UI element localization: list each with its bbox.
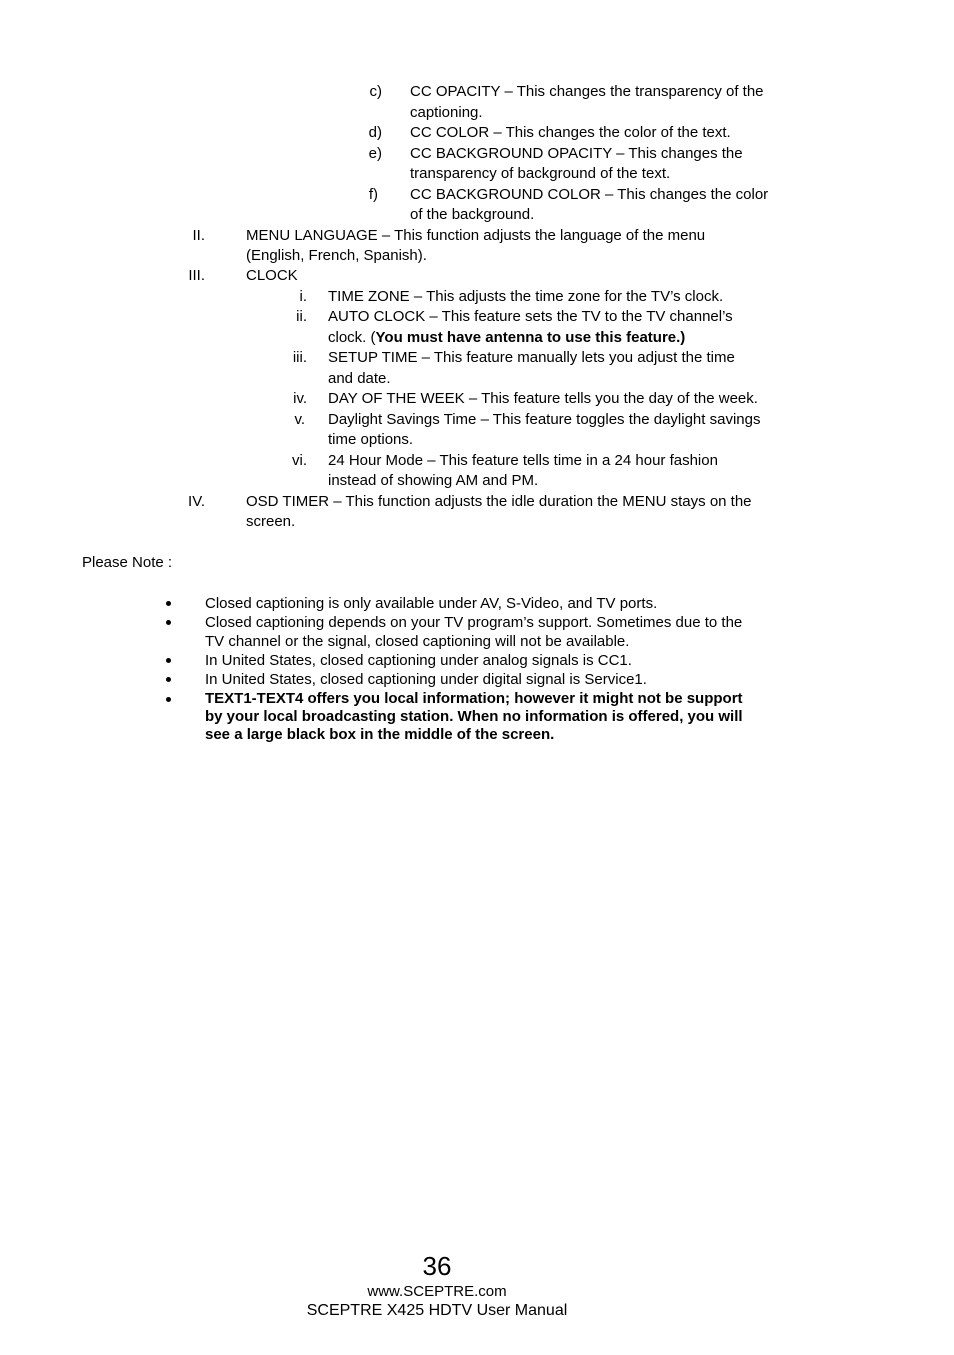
note-text-bold: see a large black box in the middle of the screen. — [205, 726, 555, 743]
bullet-icon — [166, 658, 171, 663]
section-text: MENU LANGUAGE – This function adjusts the language of the menu — [246, 227, 706, 244]
cc-item-text: captioning. — [410, 104, 483, 121]
section-text: (English, French, Spanish). — [246, 247, 427, 264]
page-number: 36 — [422, 1251, 452, 1281]
footer-manual-title: SCEPTRE X425 HDTV User Manual — [306, 1302, 568, 1319]
section-title: CLOCK — [246, 267, 298, 284]
cc-item-marker: c) — [369, 83, 382, 100]
note-text: In United States, closed captioning under digital signal is Service1. — [205, 671, 647, 688]
cc-item-text: of the background. — [410, 206, 535, 223]
clock-item-marker: i. — [299, 288, 307, 305]
cc-item-marker: f) — [368, 186, 378, 203]
clock-item-text: SETUP TIME – This feature manually lets you adjust the time — [328, 349, 735, 366]
clock-item-marker: ii. — [296, 308, 307, 325]
cc-item-text: CC BACKGROUND OPACITY – This changes the — [410, 145, 743, 162]
antenna-requirement-note: You must have antenna to use this feature.) — [375, 329, 686, 346]
note-text: TV channel or the signal, closed captioning will not be available. — [205, 633, 630, 650]
note-text: Closed captioning is only available under AV, S-Video, and TV ports. — [205, 595, 658, 612]
clock-item-text: Daylight Savings Time – This feature toggles the daylight savings — [328, 411, 761, 428]
cc-item-text: CC BACKGROUND COLOR – This changes the color — [410, 186, 769, 203]
cc-item-text: CC COLOR – This changes the color of the text. — [410, 124, 731, 141]
footer-website: www.SCEPTRE.com — [367, 1283, 507, 1300]
cc-item-marker: d) — [368, 124, 382, 141]
clock-item-marker: vi. — [292, 452, 307, 469]
section-text: OSD TIMER – This function adjusts the idle duration the MENU stays on the — [246, 493, 752, 510]
clock-item-text: instead of showing AM and PM. — [328, 472, 539, 489]
clock-item-text-prefix: clock. ( — [328, 329, 376, 346]
note-label: Please Note : — [82, 554, 173, 571]
note-text-bold: by your local broadcasting station. When no information is offered, you will — [205, 708, 743, 725]
bullet-icon — [166, 697, 171, 702]
section-marker: IV. — [188, 493, 205, 510]
clock-item-marker: iv. — [293, 390, 307, 407]
clock-item-text: TIME ZONE – This adjusts the time zone for the TV’s clock. — [328, 288, 724, 305]
bullet-icon — [166, 620, 171, 625]
clock-item-marker: iii. — [292, 349, 307, 366]
note-text: In United States, closed captioning under analog signals is CC1. — [205, 652, 632, 669]
section-marker: II. — [192, 227, 205, 244]
note-text-bold: TEXT1-TEXT4 offers you local information; however it might not be support — [205, 690, 743, 707]
note-text: Closed captioning depends on your TV program’s support. Sometimes due to the — [205, 614, 743, 631]
clock-item-text: DAY OF THE WEEK – This feature tells you the day of the week. — [328, 390, 758, 407]
cc-item-text: CC OPACITY – This changes the transparency of the — [410, 83, 764, 100]
clock-item-text: 24 Hour Mode – This feature tells time in a 24 hour fashion — [328, 452, 718, 469]
bullet-icon — [166, 677, 171, 682]
clock-item-text — [328, 328, 685, 349]
cc-item-text: transparency of background of the text. — [410, 165, 671, 182]
clock-item-text: and date. — [328, 370, 391, 387]
bullet-icon — [166, 601, 171, 606]
clock-item-text: AUTO CLOCK – This feature sets the TV to the TV channel’s — [328, 308, 733, 325]
clock-item-marker: v. — [294, 411, 305, 428]
section-text: screen. — [246, 513, 296, 530]
clock-item-text: time options. — [328, 431, 414, 448]
section-marker: III. — [188, 267, 205, 284]
cc-item-marker: e) — [368, 145, 382, 162]
